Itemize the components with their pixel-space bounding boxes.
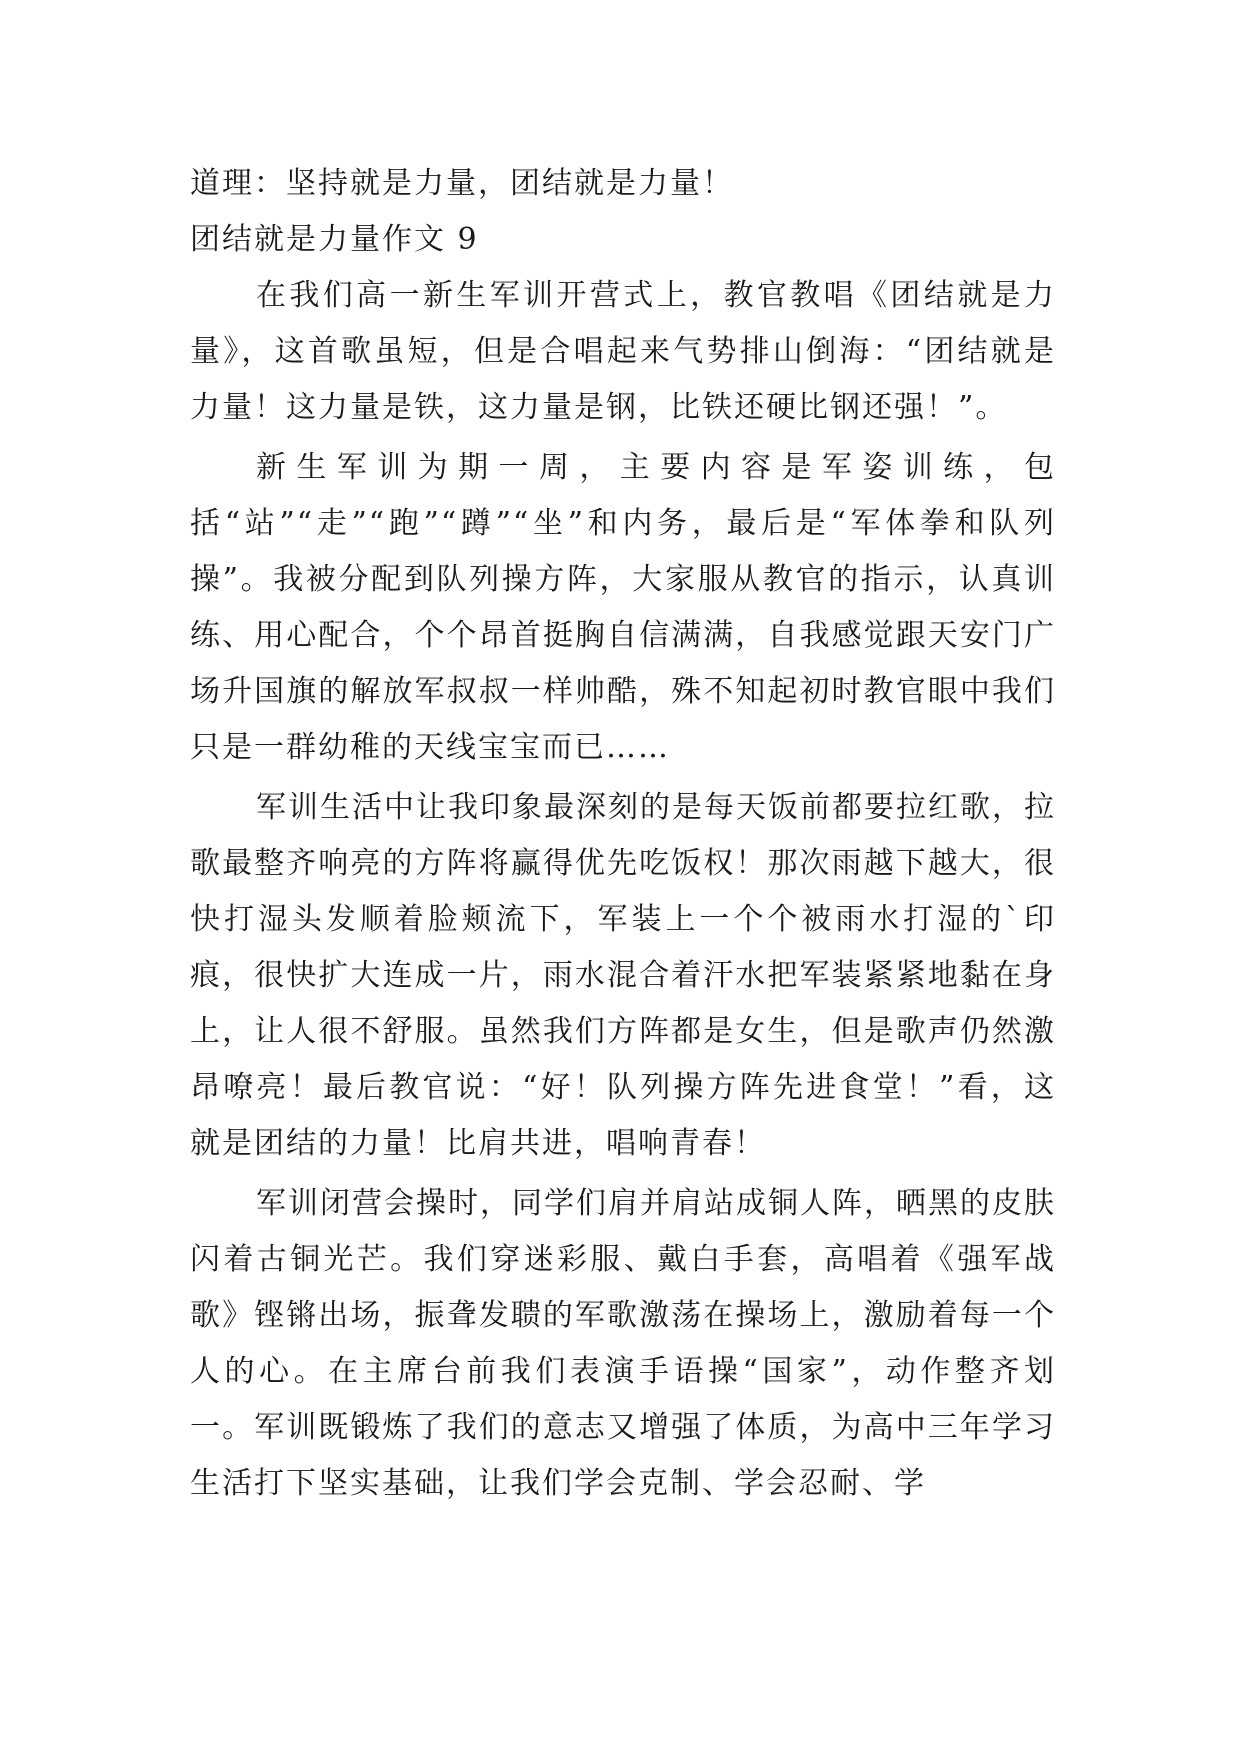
paragraph: 新生军训为期一周，主要内容是军姿训练，包括“站”“走”“跑”“蹲”“坐”和内务，最后是“军体拳和队列操”。我被分配到队列操方阵，大家服从教官的指示，认真训练、用心配合，个个昂首挺胸自信满满，自我感觉跟天安门广场升国旗的解放军叔叔一样帅酷，殊不知起初时教官眼中我们只是一群幼稚的天线宝宝而已…… [190,450,1056,765]
paragraph: 军训生活中让我印象最深刻的是每天饭前都要拉红歌，拉歌最整齐响亮的方阵将赢得优先吃饭权！那次雨越下越大，很快打湿头发顺着脸颊流下，军装上一个个被雨水打湿的`印痕，很快扩大连成一片，雨水混合着汗水把军装紧紧地黏在身上，让人很不舒服。虽然我们方阵都是女生，但是歌声仍然激昂嘹亮！最后教官说：“好！队列操方阵先进食堂！”看，这就是团结的力量！比肩共进，唱响青春！ [190,790,1056,1161]
intro-line: 道理：坚持就是力量，团结就是力量！ [190,166,734,201]
document-body [190,156,1056,1512]
paragraph: 军训闭营会操时，同学们肩并肩站成铜人阵，晒黑的皮肤闪着古铜光芒。我们穿迷彩服、戴白手套，高唱着《强军战歌》铿锵出场，振聋发聩的军歌激荡在操场上，激励着每一个人的心。在主席台前我们表演手语操“国家”，动作整齐划一。军训既锻炼了我们的意志又增强了体质，为高中三年学习生活打下坚实基础，让我们学会克制、学会忍耐、学 [190,1186,1056,1501]
paragraph: 在我们高一新生军训开营式上，教官教唱《团结就是力量》，这首歌虽短，但是合唱起来气势排山倒海：“团结就是力量！这力量是铁，这力量是钢，比铁还硬比钢还强！”。 [190,278,1056,425]
essay-title: 团结就是力量作文 9 [190,222,479,257]
